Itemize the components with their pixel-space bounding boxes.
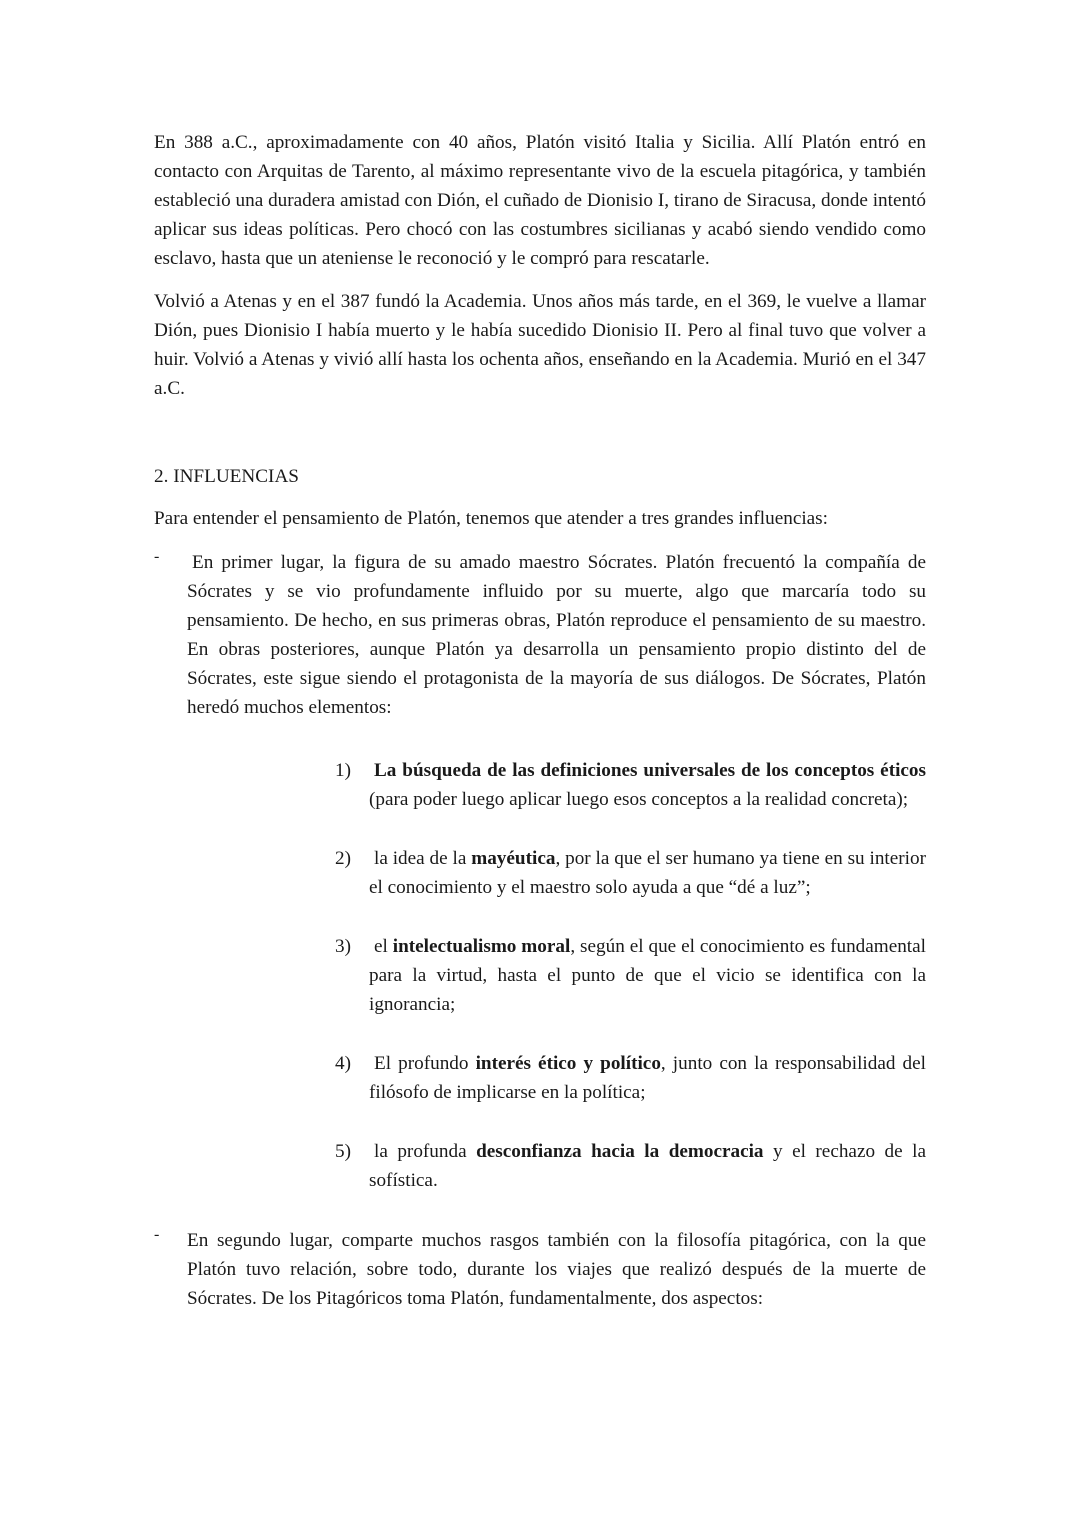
bullet-pythagoreans	[154, 1226, 926, 1313]
list-item-text-after: (para poder luego aplicar luego esos conceptos a la realidad concreta);	[369, 789, 909, 810]
list-item-text	[369, 756, 926, 814]
influences-section	[154, 462, 926, 1313]
list-item	[335, 932, 926, 1019]
list-item	[335, 1049, 926, 1107]
biography-section	[154, 128, 926, 403]
list-item-text-before: la profunda	[374, 1141, 477, 1162]
list-item-text-before: El profundo	[374, 1053, 476, 1074]
list-item-text	[369, 1137, 926, 1195]
bullet-text: En segundo lugar, comparte muchos rasgos también con la filosofía pitagórica, con la que Platón tuvo relación, sobre todo, durante los viajes que realizó después de la muerte de Sócrates. De los Pitagóricos toma Platón, fundamentalmente, dos aspectos:	[187, 1230, 926, 1309]
list-item-text-bold: desconfianza hacia la democracia	[476, 1141, 764, 1162]
list-item-number: 3)	[335, 936, 351, 957]
paragraph-travels: En 388 a.C., aproximadamente con 40 años, Platón visitó Italia y Sicilia. Allí Platón entró en contacto con Arquitas de Tarento, al máximo representante vivo de la escuela pitagórica, y también estableció una duradera amistad con Dión, el cuñado de Dionisio I, tirano de Siracusa, donde intentó aplicar sus ideas políticas. Pero chocó con las costumbres sicilianas y acabó siendo vendido como esclavo, hasta que un ateniense le reconoció y le compró para rescatarle.	[154, 132, 926, 269]
list-item-text	[369, 932, 926, 1019]
list-item-number: 4)	[335, 1053, 351, 1074]
section-intro: Para entender el pensamiento de Platón, tenemos que atender a tres grandes influencias:	[154, 508, 828, 529]
numbered-list	[187, 756, 926, 1195]
list-item-text-bold: La búsqueda de las definiciones universales de los conceptos éticos	[374, 760, 926, 781]
bullet-dash: -	[154, 1226, 160, 1243]
bullet-dash: -	[154, 548, 160, 565]
list-item-text-after: y el rechazo de la sofística.	[369, 1141, 926, 1191]
list-item-text	[369, 1049, 926, 1107]
list-item	[335, 1137, 926, 1195]
list-item-number: 2)	[335, 848, 351, 869]
list-item-text-after: , según el que el conocimiento es fundamental para la virtud, hasta el punto de que el vicio se identifica con la ignorancia;	[369, 936, 926, 1015]
list-item	[335, 844, 926, 902]
list-item-text-bold: interés ético y político	[475, 1053, 661, 1074]
list-item-text	[369, 844, 926, 902]
section-heading: 2. INFLUENCIAS	[154, 466, 299, 487]
bullet-socrates	[154, 548, 926, 1195]
list-item-text-after: , por la que el ser humano ya tiene en su interior el conocimiento y el maestro solo ayuda a que “dé a luz”;	[369, 848, 926, 898]
paragraph-academy: Volvió a Atenas y en el 387 fundó la Academia. Unos años más tarde, en el 369, le vuelve a llamar Dión, pues Dionisio I había muerto y le había sucedido Dionisio II. Pero al final tuvo que volver a huir. Volvió a Atenas y vivió allí hasta los ochenta años, enseñando en la Academia. Murió en el 347 a.C.	[154, 291, 926, 399]
list-item-number: 5)	[335, 1141, 351, 1162]
list-item-text-before: el	[374, 936, 393, 957]
list-item-text-after: , junto con la responsabilidad del filósofo de implicarse en la política;	[369, 1053, 926, 1103]
list-item	[335, 756, 926, 814]
list-item-text-bold: intelectualismo moral	[392, 936, 571, 957]
list-item-text-bold: mayéutica	[471, 848, 556, 869]
bullet-text: En primer lugar, la figura de su amado maestro Sócrates. Platón frecuentó la compañía de Sócrates y se vio profundamente influido por su muerte, algo que marcaría todo su pensamiento. De hecho, en sus primeras obras, Platón reproduce el pensamiento de su maestro. En obras posteriores, aunque Platón ya desarrolla un pensamiento propio distinto del de Sócrates, este sigue siendo el protagonista de la mayoría de sus diálogos. De Sócrates, Platón heredó muchos elementos:	[187, 552, 926, 718]
list-item-text-before: la idea de la	[374, 848, 472, 869]
list-item-number: 1)	[335, 760, 351, 781]
